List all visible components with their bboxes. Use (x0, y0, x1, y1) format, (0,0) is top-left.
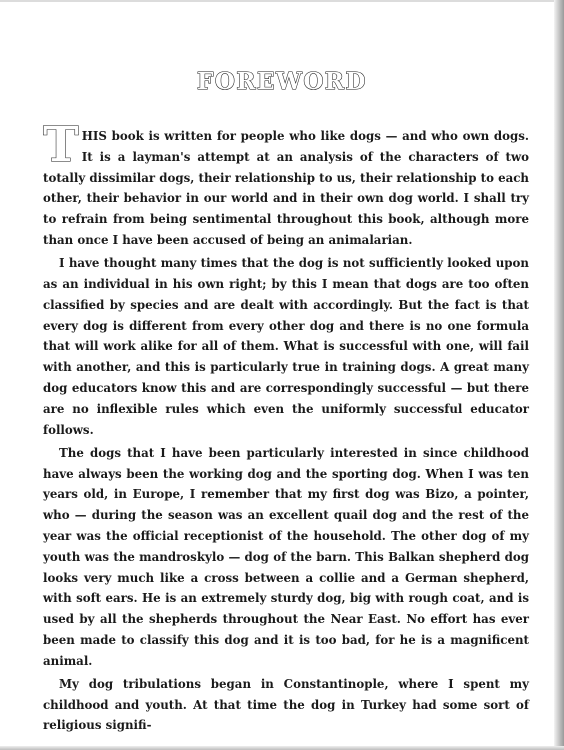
drop-cap-letter: T (43, 117, 79, 173)
paragraph-2: I have thought many times that the dog is not sufficiently looked upon as an individual in his own right; by this I mean that dogs are too often classified by species and are dealt with accordingly. But the fact is that every dog is different from every other dog and there is no one formula that will work alike for all of them. What is successful with one, will fail with another, and this is particularly true in training dogs. A great many dog educators know this and are correspondingly successful — but there are no inflexible rules which even the uniformly successful educator follows. (43, 256, 529, 437)
page-title: FOREWORD (197, 68, 367, 95)
paragraph-1 (43, 117, 529, 251)
page-bottom-edge (0, 746, 564, 750)
page-right-edge-shadow (554, 0, 564, 750)
body-text (43, 117, 529, 739)
paragraph-4: My dog tribulations began in Constantinople, where I spent my childhood and youth. At that time the dog in Turkey had some sort of religious signifi- (43, 676, 529, 733)
paragraph-1-text: HIS book is written for people who like dogs — and who own dogs. It is a layman's attempt at an analysis of the characters of two totally dissimilar dogs, their relationship to us, their relationship to each other, their behavior in our world and in their own dog world. I shall try to refrain from being sentimental throughout this book, although more than once I have been accused of being an animalarian. (43, 129, 529, 247)
paragraph-3: The dogs that I have been particularly interested in since childhood have always been the working dog and the sporting dog. When I was ten years old, in Europe, I remember that my first dog was Bizo, a pointer, who — during the season was an excellent quail dog and the rest of the year was the official receptionist of the household. The other dog of my youth was the mandroskylo — dog of the barn. This Balkan shepherd dog looks very much like a cross between a collie and a German shepherd, with soft ears. He is an extremely sturdy dog, big with rough coat, and is used by all the shepherds throughout the Near East. No effort has ever been made to classify this dog and it is too bad, for he is a magnificent animal. (43, 445, 529, 668)
page-top-edge (0, 0, 564, 2)
